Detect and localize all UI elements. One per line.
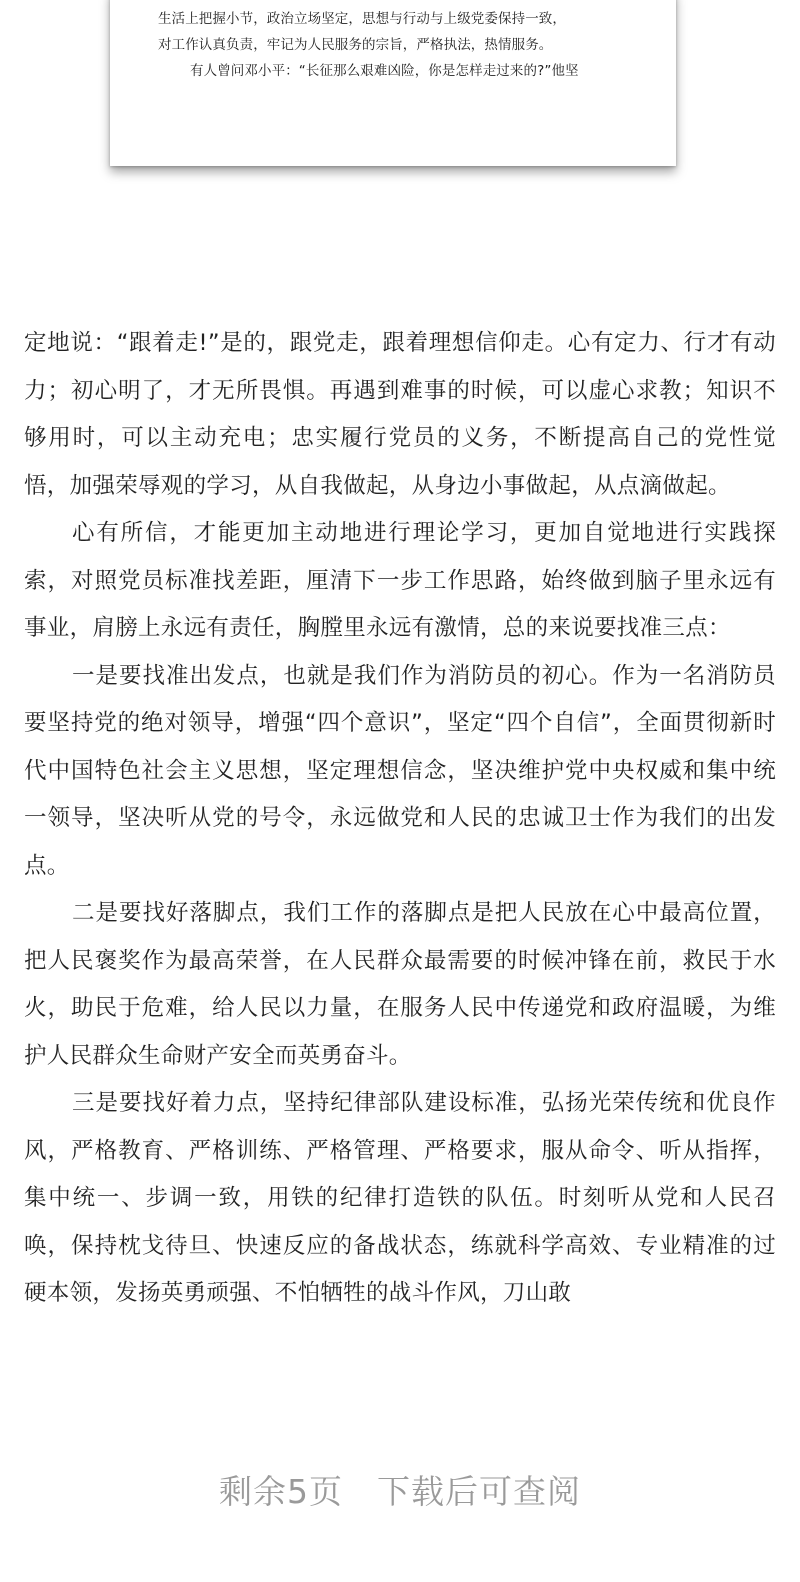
paragraph: 三是要找好着力点，坚持纪律部队建设标准，弘扬光荣传统和优良作风，严格教育、严格训练、严格管理、严格要求，服从命令、听从指挥，集中统一、步调一致，用铁的纪律打造铁的队伍。时刻听从党和人民召唤，保持枕戈待旦、快速反应的备战状态，练就科学高效、专业精准的过硬本领，发扬英勇顽强、不怕牺牲的战斗作风，刀山敢 [24, 1090, 776, 1306]
paragraph: 二是要找好落脚点，我们工作的落脚点是把人民放在心中最高位置，把人民褒奖作为最高荣誉，在人民群众最需要的时候冲锋在前，救民于水火，助民于危难，给人民以力量，在服务人民中传递党和政府温暖，为维护人民群众生命财产安全而英勇奋斗。 [24, 900, 776, 1069]
previous-page-preview [110, 0, 676, 166]
paragraph: 定地说：“跟着走!”是的，跟党走，跟着理想信仰走。心有定力、行才有动力；初心明了，才无所畏惧。再遇到难事的时候，可以虚心求教；知识不够用时，可以主动充电；忠实履行党员的义务，不断提高自己的党性觉悟，加强荣辱观的学习，从自我做起，从身边小事做起，从点滴做起。 [24, 330, 776, 499]
preview-line: 对工作认真负责，牢记为人民服务的宗旨，严格执法，热情服务。 [158, 37, 553, 53]
paragraph: 心有所信，才能更加主动地进行理论学习，更加自觉地进行实践探索，对照党员标准找差距，厘清下一步工作思路，始终做到脑子里永远有事业，肩膀上永远有责任，胸膛里永远有激情，总的来说要找准三点： [24, 520, 776, 641]
remaining-pages-notice[interactable] [0, 1466, 800, 1513]
download-to-view-label[interactable]: 下载后可查阅 [377, 1472, 581, 1511]
article-body [24, 320, 776, 1318]
preview-line: 生活上把握小节，政治立场坚定，思想与行动与上级党委保持一致， [158, 11, 566, 27]
preview-line: 有人曾问邓小平：“长征那么艰难凶险，你是怎样走过来的?”他坚 [190, 63, 579, 79]
paragraph: 一是要找准出发点，也就是我们作为消防员的初心。作为一名消防员要坚持党的绝对领导，增强“四个意识”，坚定“四个自信”，全面贯彻新时代中国特色社会主义思想，坚定理想信念，坚决维护党中央权威和集中统一领导，坚决听从党的号令，永远做党和人民的忠诚卫士作为我们的出发点。 [24, 662, 776, 879]
remaining-pages-label: 剩余5页 [219, 1472, 343, 1511]
